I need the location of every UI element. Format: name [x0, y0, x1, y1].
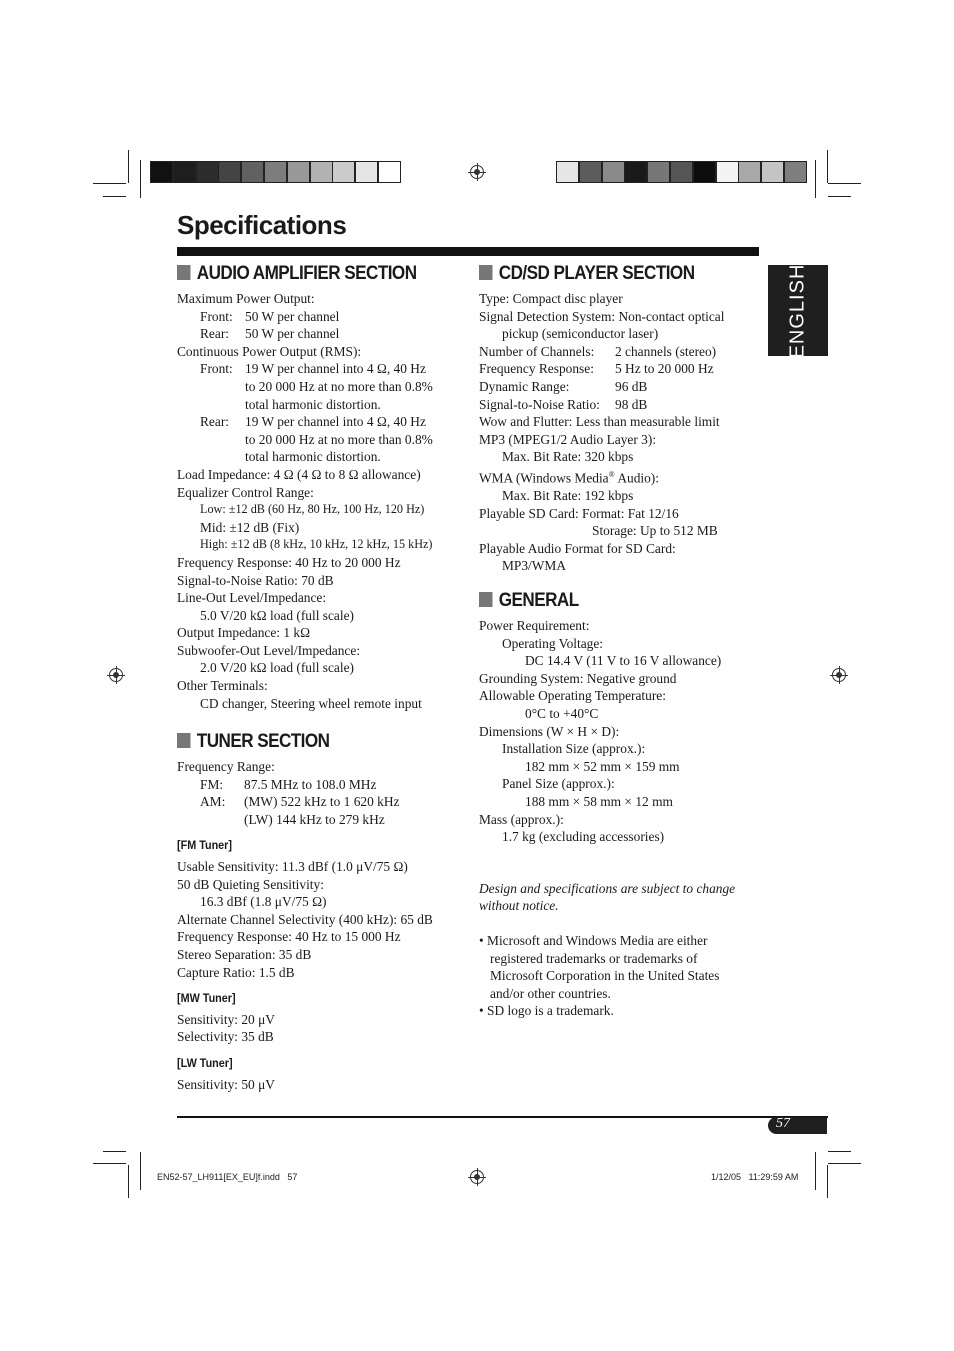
spec-line: Mass (approx.): — [479, 811, 564, 827]
spec-value: 0°C to +40°C — [525, 705, 599, 721]
subsection-label: [MW Tuner] — [177, 991, 236, 1006]
spec-value: Mid: ±12 dB (Fix) — [200, 519, 300, 535]
spec-line: Operating Voltage: — [502, 635, 604, 651]
calibration-swatch — [693, 161, 716, 183]
spec-value: Low: ±12 dB (60 Hz, 80 Hz, 100 Hz, 120 Hz) — [200, 502, 425, 517]
spec-value: Max. Bit Rate: 320 kbps — [502, 449, 634, 465]
crop-mark — [128, 150, 129, 183]
language-tab — [768, 265, 828, 356]
spec-label: Front: — [200, 308, 233, 324]
spec-line: Panel Size (approx.): — [502, 776, 615, 792]
page-title: Specifications — [177, 210, 347, 240]
subsection-label: [FM Tuner] — [177, 838, 232, 853]
registration-mark-icon — [470, 1170, 484, 1184]
calibration-swatch — [716, 161, 739, 183]
calibration-swatch — [579, 161, 602, 183]
calibration-swatch — [738, 161, 761, 183]
spec-line: MP3 (MPEG1/2 Audio Layer 3): — [479, 431, 657, 447]
spec-line: Frequency Range: — [177, 759, 275, 774]
spec-line: Playable SD Card: Format: Fat 12/16 — [479, 505, 679, 521]
spec-label: Number of Channels: — [479, 343, 595, 359]
section-heading-tuner: TUNER SECTION — [177, 731, 329, 753]
disclaimer-note: Design and specifications are subject to change — [479, 880, 736, 896]
spec-value: total harmonic distortion. — [245, 396, 381, 412]
spec-line: Subwoofer-Out Level/Impedance: — [177, 642, 361, 658]
calibration-swatch — [287, 161, 310, 183]
crop-mark — [103, 196, 126, 197]
spec-line: Allowable Operating Temperature: — [479, 688, 666, 704]
registration-mark-icon — [470, 165, 484, 179]
calibration-swatch — [218, 161, 241, 183]
calibration-swatch — [196, 161, 219, 183]
footer-file-info: EN52-57_LH911[EX_EU]f.indd 57 — [157, 1172, 298, 1182]
general-section — [479, 617, 764, 1020]
calibration-swatch — [378, 161, 401, 183]
spec-value: CD changer, Steering wheel remote input — [200, 695, 422, 711]
spec-value: 96 dB — [615, 378, 648, 394]
calibration-swatch — [602, 161, 625, 183]
spec-value: 98 dB — [615, 396, 648, 412]
spec-label: AM: — [200, 794, 226, 810]
spec-line: Wow and Flutter: Less than measurable limit — [479, 414, 720, 430]
spec-value: 2 channels (stereo) — [615, 343, 717, 359]
spec-line: Frequency Response: 40 Hz to 20 000 Hz — [177, 554, 401, 570]
crop-mark — [828, 1163, 861, 1164]
subsection-label: [LW Tuner] — [177, 1055, 233, 1070]
spec-value: to 20 000 Hz at no more than 0.8% — [245, 378, 433, 394]
calibration-swatch — [670, 161, 693, 183]
spec-line: Maximum Power Output: — [177, 291, 315, 306]
heading-square-icon — [177, 733, 191, 748]
spec-value: 19 W per channel into 4 Ω, 40 Hz — [245, 361, 426, 377]
calibration-swatch — [173, 161, 196, 183]
spec-line: Signal Detection System: Non-contact optical — [479, 308, 725, 324]
spec-value: 1.7 kg (excluding accessories) — [502, 829, 665, 845]
spec-line: Continuous Power Output (RMS): — [177, 343, 362, 359]
spec-value: to 20 000 Hz at no more than 0.8% — [245, 431, 433, 447]
spec-line: Load Impedance: 4 Ω (4 Ω to 8 Ω allowance) — [177, 466, 421, 482]
spec-value: DC 14.4 V (11 V to 16 V allowance) — [525, 653, 722, 669]
page-number: 57 — [776, 1116, 790, 1131]
spec-line: Audio): — [614, 470, 659, 486]
spec-line: Other Terminals: — [177, 678, 268, 694]
spec-value: MP3/WMA — [502, 558, 566, 574]
spec-line: Capture Ratio: 1.5 dB — [177, 964, 295, 980]
crop-mark — [140, 1152, 141, 1190]
registered-mark: ® — [608, 469, 615, 479]
spec-value: (LW) 144 kHz to 279 kHz — [244, 811, 385, 827]
spec-line: Line-Out Level/Impedance: — [177, 590, 327, 606]
spec-value: 5.0 V/20 kΩ load (full scale) — [200, 607, 354, 623]
spec-line: Alternate Channel Selectivity (400 kHz): 65 dB — [177, 911, 433, 927]
spec-line: Power Requirement: — [479, 618, 590, 633]
page-number-badge — [768, 1117, 827, 1134]
crop-mark — [815, 1152, 816, 1190]
crop-mark — [828, 183, 861, 184]
calibration-swatch — [150, 161, 173, 183]
crop-mark — [815, 160, 816, 198]
spec-value: High: ±12 dB (8 kHz, 10 kHz, 12 kHz, 15 kHz) — [200, 537, 433, 552]
crop-mark — [128, 1165, 129, 1198]
spec-label: Rear: — [200, 414, 229, 430]
spec-value: 188 mm × 58 mm × 12 mm — [525, 793, 673, 809]
spec-label: Frequency Response: — [479, 361, 594, 377]
section-heading-general: GENERAL — [479, 590, 579, 612]
spec-value: 182 mm × 52 mm × 159 mm — [525, 758, 680, 774]
crop-mark — [828, 196, 851, 197]
spec-line: Installation Size (approx.): — [502, 741, 646, 757]
spec-line: Equalizer Control Range: — [177, 484, 314, 500]
crop-mark — [103, 1151, 126, 1152]
section-heading-cd-sd: CD/SD PLAYER SECTION — [479, 263, 695, 285]
spec-line: Selectivity: 35 dB — [177, 1029, 274, 1045]
spec-line: Grounding System: Negative ground — [479, 670, 677, 686]
spec-value: 2.0 V/20 kΩ load (full scale) — [200, 660, 354, 676]
spec-value: Max. Bit Rate: 192 kbps — [502, 488, 634, 503]
registration-mark-icon — [109, 668, 123, 682]
cd-section — [479, 290, 764, 575]
heading-square-icon — [479, 592, 493, 607]
calibration-swatch — [264, 161, 287, 183]
spec-line: Output Impedance: 1 kΩ — [177, 625, 311, 641]
spec-line: Usable Sensitivity: 11.3 dBf (1.0 μV/75 Ω) — [177, 858, 408, 874]
spec-label: Rear: — [200, 326, 229, 342]
spec-value: Up to 512 MB — [639, 523, 718, 539]
section-heading-audio: AUDIO AMPLIFIER SECTION — [177, 263, 417, 285]
calibration-swatch — [332, 161, 355, 183]
crop-mark — [827, 1165, 828, 1198]
heading-square-icon — [177, 265, 191, 280]
spec-label: Storage: — [592, 523, 637, 539]
calibration-swatch — [310, 161, 333, 183]
spec-value: 50 W per channel — [245, 308, 340, 324]
calibration-swatch — [355, 161, 378, 183]
disclaimer-note: without notice. — [479, 898, 559, 914]
calibration-swatch — [241, 161, 264, 183]
heading-square-icon — [479, 265, 493, 280]
footer-timestamp: 1/12/05 11:29:59 AM — [711, 1172, 799, 1182]
spec-value: total harmonic distortion. — [245, 449, 381, 465]
spec-label: Front: — [200, 361, 233, 377]
spec-value: (MW) 522 kHz to 1 620 kHz — [244, 794, 400, 810]
title-rule — [177, 247, 759, 256]
calibration-swatch — [647, 161, 670, 183]
spec-value: pickup (semiconductor laser) — [502, 326, 659, 342]
spec-value: 16.3 dBf (1.8 μV/75 Ω) — [200, 894, 327, 910]
spec-value: 19 W per channel into 4 Ω, 40 Hz — [245, 414, 426, 430]
calibration-swatch — [784, 161, 807, 183]
trademark-note: • Microsoft and Windows Media are either registered trademarks or trademarks of Microsoft Corporation in the United States and/or other countries. — [479, 932, 720, 1001]
bottom-rule — [177, 1116, 828, 1118]
spec-line: Dimensions (W × H × D): — [479, 723, 620, 739]
spec-line: Sensitivity: 20 μV — [177, 1011, 275, 1027]
calibration-swatch — [624, 161, 647, 183]
spec-line: Frequency Response: 40 Hz to 15 000 Hz — [177, 929, 401, 945]
crop-mark — [828, 1151, 851, 1152]
spec-line: Stereo Separation: 35 dB — [177, 946, 312, 962]
crop-mark — [93, 1163, 126, 1164]
spec-label: FM: — [200, 776, 224, 792]
crop-mark — [93, 183, 126, 184]
audio-section — [177, 290, 467, 712]
spec-line: 50 dB Quieting Sensitivity: — [177, 876, 324, 892]
tuner-section — [177, 758, 467, 1093]
spec-value: 50 W per channel — [245, 326, 340, 342]
spec-value: 5 Hz to 20 000 Hz — [615, 361, 714, 377]
calibration-swatch — [556, 161, 579, 183]
calibration-swatch — [761, 161, 784, 183]
spec-line: Type: Compact disc player — [479, 291, 623, 306]
spec-label: Dynamic Range: — [479, 378, 570, 394]
crop-mark — [140, 160, 141, 198]
language-tab-label: ENGLISH — [786, 263, 809, 358]
spec-line: Playable Audio Format for SD Card: — [479, 540, 676, 556]
spec-value: 87.5 MHz to 108.0 MHz — [244, 776, 377, 792]
registration-mark-icon — [832, 668, 846, 682]
spec-line: WMA (Windows Media — [479, 470, 609, 486]
crop-mark — [827, 150, 828, 183]
spec-label: Signal-to-Noise Ratio: — [479, 396, 600, 412]
spec-line: Signal-to-Noise Ratio: 70 dB — [177, 572, 334, 588]
spec-line: Sensitivity: 50 μV — [177, 1076, 275, 1092]
trademark-note: • SD logo is a trademark. — [479, 1003, 614, 1019]
